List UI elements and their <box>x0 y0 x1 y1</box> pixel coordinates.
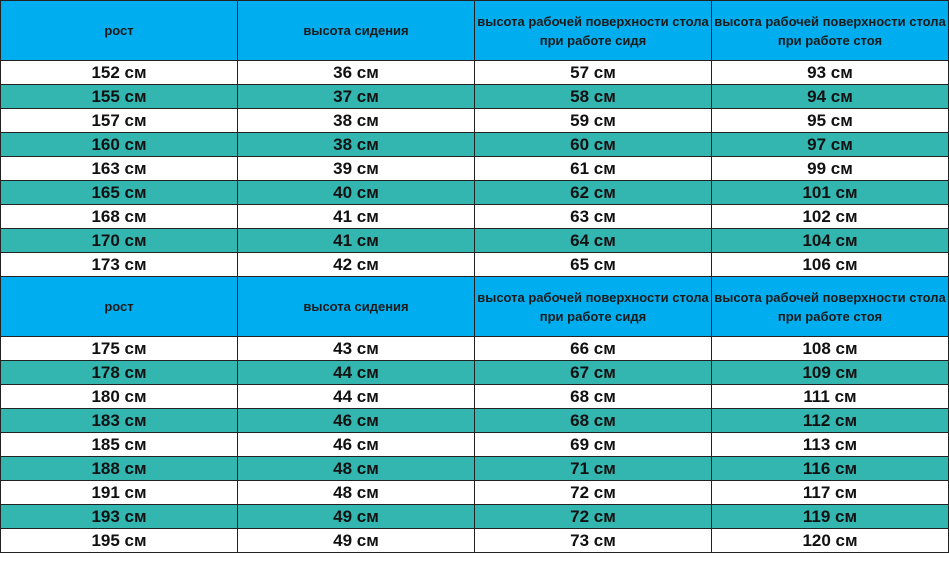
cell-desk-stand: 104 см <box>712 229 949 253</box>
cell-height: 178 см <box>1 361 238 385</box>
cell-height: 175 см <box>1 337 238 361</box>
cell-seat: 42 см <box>238 253 475 277</box>
cell-height: 168 см <box>1 205 238 229</box>
cell-seat: 38 см <box>238 109 475 133</box>
cell-desk-stand: 109 см <box>712 361 949 385</box>
cell-desk-stand: 120 см <box>712 529 949 553</box>
header-desk-standing: высота рабочей поверхности стола при работе стоя <box>712 277 949 337</box>
cell-desk-sit: 60 см <box>475 133 712 157</box>
cell-desk-stand: 117 см <box>712 481 949 505</box>
cell-desk-sit: 65 см <box>475 253 712 277</box>
cell-desk-stand: 95 см <box>712 109 949 133</box>
table-body <box>1 1 949 553</box>
table-row <box>1 133 949 157</box>
cell-desk-sit: 59 см <box>475 109 712 133</box>
table-row <box>1 253 949 277</box>
table-row <box>1 61 949 85</box>
table-row <box>1 181 949 205</box>
cell-desk-sit: 63 см <box>475 205 712 229</box>
cell-seat: 49 см <box>238 529 475 553</box>
table-row <box>1 157 949 181</box>
table-row <box>1 229 949 253</box>
table-row <box>1 481 949 505</box>
cell-height: 188 см <box>1 457 238 481</box>
cell-height: 180 см <box>1 385 238 409</box>
cell-height: 157 см <box>1 109 238 133</box>
header-seat-height: высота сидения <box>238 1 475 61</box>
cell-height: 152 см <box>1 61 238 85</box>
cell-desk-sit: 69 см <box>475 433 712 457</box>
cell-seat: 40 см <box>238 181 475 205</box>
table-row <box>1 385 949 409</box>
cell-height: 155 см <box>1 85 238 109</box>
cell-height: 173 см <box>1 253 238 277</box>
cell-desk-stand: 119 см <box>712 505 949 529</box>
table-row <box>1 361 949 385</box>
cell-height: 165 см <box>1 181 238 205</box>
cell-desk-sit: 58 см <box>475 85 712 109</box>
table-row <box>1 529 949 553</box>
cell-height: 160 см <box>1 133 238 157</box>
header-row <box>1 277 949 337</box>
header-height: рост <box>1 1 238 61</box>
cell-seat: 48 см <box>238 457 475 481</box>
table-row <box>1 433 949 457</box>
cell-desk-stand: 99 см <box>712 157 949 181</box>
cell-desk-stand: 106 см <box>712 253 949 277</box>
table-row <box>1 85 949 109</box>
cell-height: 195 см <box>1 529 238 553</box>
table-row <box>1 457 949 481</box>
cell-seat: 39 см <box>238 157 475 181</box>
cell-desk-stand: 111 см <box>712 385 949 409</box>
table-row <box>1 205 949 229</box>
table-row <box>1 109 949 133</box>
cell-desk-sit: 72 см <box>475 481 712 505</box>
cell-seat: 36 см <box>238 61 475 85</box>
header-desk-sitting: высота рабочей поверхности стола при работе сидя <box>475 277 712 337</box>
cell-seat: 41 см <box>238 205 475 229</box>
cell-seat: 37 см <box>238 85 475 109</box>
cell-seat: 46 см <box>238 409 475 433</box>
header-desk-standing: высота рабочей поверхности стола при работе стоя <box>712 1 949 61</box>
table-row <box>1 505 949 529</box>
cell-height: 191 см <box>1 481 238 505</box>
cell-height: 183 см <box>1 409 238 433</box>
cell-seat: 43 см <box>238 337 475 361</box>
cell-desk-stand: 112 см <box>712 409 949 433</box>
cell-desk-sit: 61 см <box>475 157 712 181</box>
cell-seat: 44 см <box>238 361 475 385</box>
cell-desk-stand: 116 см <box>712 457 949 481</box>
cell-height: 185 см <box>1 433 238 457</box>
cell-desk-sit: 71 см <box>475 457 712 481</box>
cell-height: 170 см <box>1 229 238 253</box>
cell-seat: 46 см <box>238 433 475 457</box>
cell-desk-sit: 62 см <box>475 181 712 205</box>
cell-desk-sit: 66 см <box>475 337 712 361</box>
table-row <box>1 337 949 361</box>
cell-desk-sit: 68 см <box>475 385 712 409</box>
cell-desk-stand: 93 см <box>712 61 949 85</box>
cell-height: 163 см <box>1 157 238 181</box>
cell-desk-sit: 72 см <box>475 505 712 529</box>
cell-seat: 48 см <box>238 481 475 505</box>
header-height: рост <box>1 277 238 337</box>
header-seat-height: высота сидения <box>238 277 475 337</box>
cell-desk-sit: 57 см <box>475 61 712 85</box>
cell-desk-stand: 108 см <box>712 337 949 361</box>
cell-desk-sit: 73 см <box>475 529 712 553</box>
cell-seat: 44 см <box>238 385 475 409</box>
cell-seat: 49 см <box>238 505 475 529</box>
cell-desk-stand: 102 см <box>712 205 949 229</box>
cell-height: 193 см <box>1 505 238 529</box>
header-row <box>1 1 949 61</box>
header-desk-sitting: высота рабочей поверхности стола при работе сидя <box>475 1 712 61</box>
cell-desk-stand: 101 см <box>712 181 949 205</box>
cell-seat: 38 см <box>238 133 475 157</box>
cell-desk-stand: 97 см <box>712 133 949 157</box>
cell-desk-sit: 64 см <box>475 229 712 253</box>
cell-desk-stand: 94 см <box>712 85 949 109</box>
cell-desk-sit: 67 см <box>475 361 712 385</box>
cell-desk-sit: 68 см <box>475 409 712 433</box>
cell-desk-stand: 113 см <box>712 433 949 457</box>
table-row <box>1 409 949 433</box>
cell-seat: 41 см <box>238 229 475 253</box>
